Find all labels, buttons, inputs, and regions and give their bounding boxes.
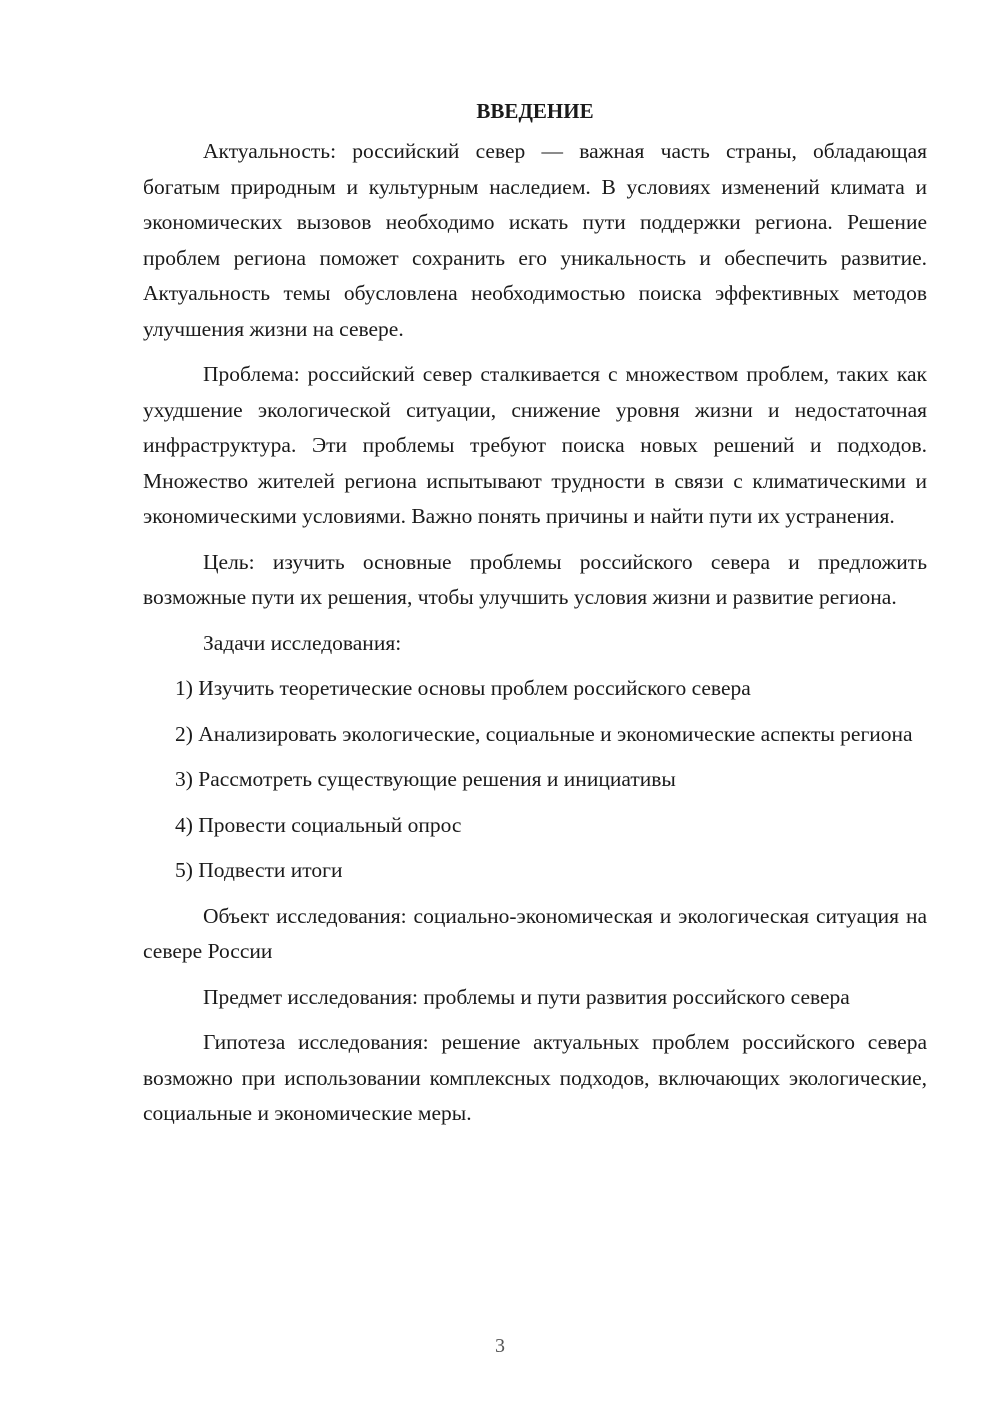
- task-item: 4) Провести социальный опрос: [175, 812, 462, 837]
- page-content: [143, 94, 927, 1142]
- paragraph-relevance: Актуальность: российский север — важная часть страны, обладающая богатым природным и культурным наследием. В условиях изменений климата и экономических вызовов необходимо искать пути поддержки региона. Решение проблем региона поможет сохранить его уникальность и обеспечить развитие. Актуальность темы обусловлена необходимостью поиска эффективных методов улучшения жизни на севере.: [143, 139, 927, 341]
- paragraph-goal: Цель: изучить основные проблемы российского севера и предложить возможные пути их решения, чтобы улучшить условия жизни и развитие региона.: [143, 549, 927, 609]
- tasks-heading: Задачи исследования:: [203, 630, 402, 655]
- paragraph-subject: Предмет исследования: проблемы и пути развития российского севера: [203, 984, 850, 1009]
- task-item: 5) Подвести итоги: [175, 858, 343, 882]
- paragraph-hypothesis: Гипотеза исследования: решение актуальных проблем российского севера возможно при использовании комплексных подходов, включающих экологические, социальные и экономические меры.: [143, 1030, 927, 1125]
- task-item: 1) Изучить теоретические основы проблем российского севера: [175, 676, 751, 700]
- paragraph-object: Объект исследования: социально-экономическая и экологическая ситуация на севере России: [143, 903, 927, 963]
- task-item: 2) Анализировать экологические, социальные и экономические аспекты региона: [175, 721, 913, 746]
- page-title: ВВЕДЕНИЕ: [476, 99, 594, 123]
- page-number: 3: [495, 1335, 505, 1357]
- paragraph-problem: Проблема: российский север сталкивается с множеством проблем, таких как ухудшение экологической ситуации, снижение уровня жизни и недостаточная инфраструктура. Эти проблемы требуют поиска новых решений и подходов. Множество жителей региона испытывают трудности в связи с климатическими и экономическими условиями. Важно понять причины и найти пути их устранения.: [143, 362, 927, 528]
- task-item: 3) Рассмотреть существующие решения и инициативы: [175, 767, 676, 791]
